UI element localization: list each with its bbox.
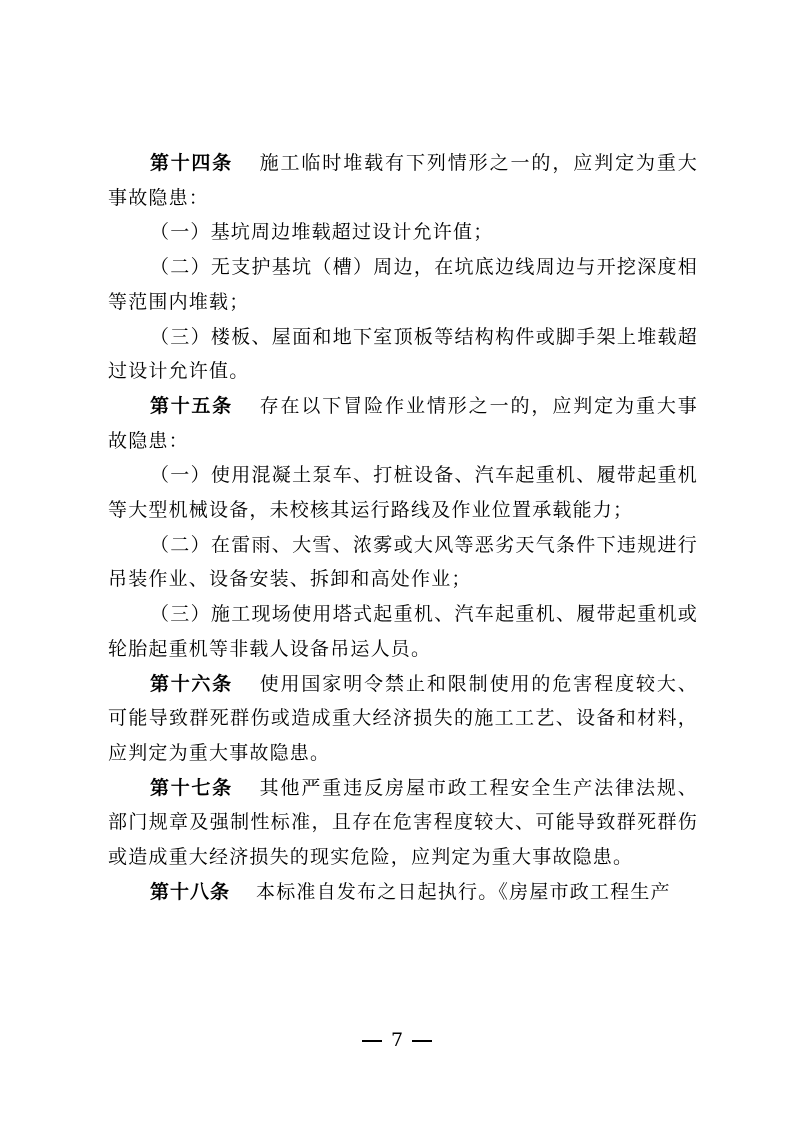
article-text: 存在以下冒险作业情形之一的，应判定为重大事故隐患：	[108, 394, 698, 452]
article-text: 施工临时堆载有下列情形之一的，应判定为重大事故隐患：	[108, 152, 698, 209]
article-label: 第十八条	[150, 880, 231, 903]
list-item: （一）基坑周边堆载超过设计允许值；	[150, 221, 494, 244]
list-item: （二）在雷雨、大雪、浓雾或大风等恶劣天气条件下违规进行吊装作业、设备安装、拆卸和高处作业；	[108, 533, 698, 591]
list-item: （一）使用混凝土泵车、打桩设备、汽车起重机、履带起重机等大型机械设备，未校核其运行路线及作业位置承载能力；	[108, 464, 698, 522]
article-17-paragraph	[108, 771, 698, 875]
article-text: 其他严重违反房屋市政工程安全生产法律法规、部门规章及强制性标准，且存在危害程度较大、可能导致群死群伤或造成重大经济损失的现实危险，应判定为重大事故隐患。	[108, 776, 698, 869]
document-body	[108, 146, 698, 909]
article-18-paragraph	[108, 875, 698, 910]
list-item: （三）施工现场使用塔式起重机、汽车起重机、履带起重机或轮胎起重机等非载人设备吊运人员。	[108, 603, 698, 660]
article-14-paragraph	[108, 146, 698, 215]
page-footer	[0, 1029, 794, 1051]
footer-dash-left	[362, 1040, 382, 1042]
list-item: （二）无支护基坑（槽）周边，在坑底边线周边与开挖深度相等范围内堆载；	[108, 256, 698, 313]
article-16-paragraph	[108, 667, 698, 771]
article-text: 使用国家明令禁止和限制使用的危害程度较大、可能导致群死群伤或造成重大经济损失的施工工艺、设备和材料，应判定为重大事故隐患。	[108, 672, 698, 764]
article-label: 第十四条	[150, 152, 233, 174]
article-label: 第十五条	[150, 394, 233, 417]
footer-dash-right	[412, 1040, 432, 1042]
article-text: 本标准自发布之日起执行。《房屋市政工程生产	[256, 880, 671, 903]
article-label: 第十七条	[150, 776, 233, 799]
article-15-paragraph	[108, 389, 698, 458]
page-number: 7	[390, 1029, 404, 1051]
article-label: 第十六条	[150, 672, 233, 695]
list-item: （三）楼板、屋面和地下室顶板等结构构件或脚手架上堆载超过设计允许值。	[108, 325, 698, 383]
